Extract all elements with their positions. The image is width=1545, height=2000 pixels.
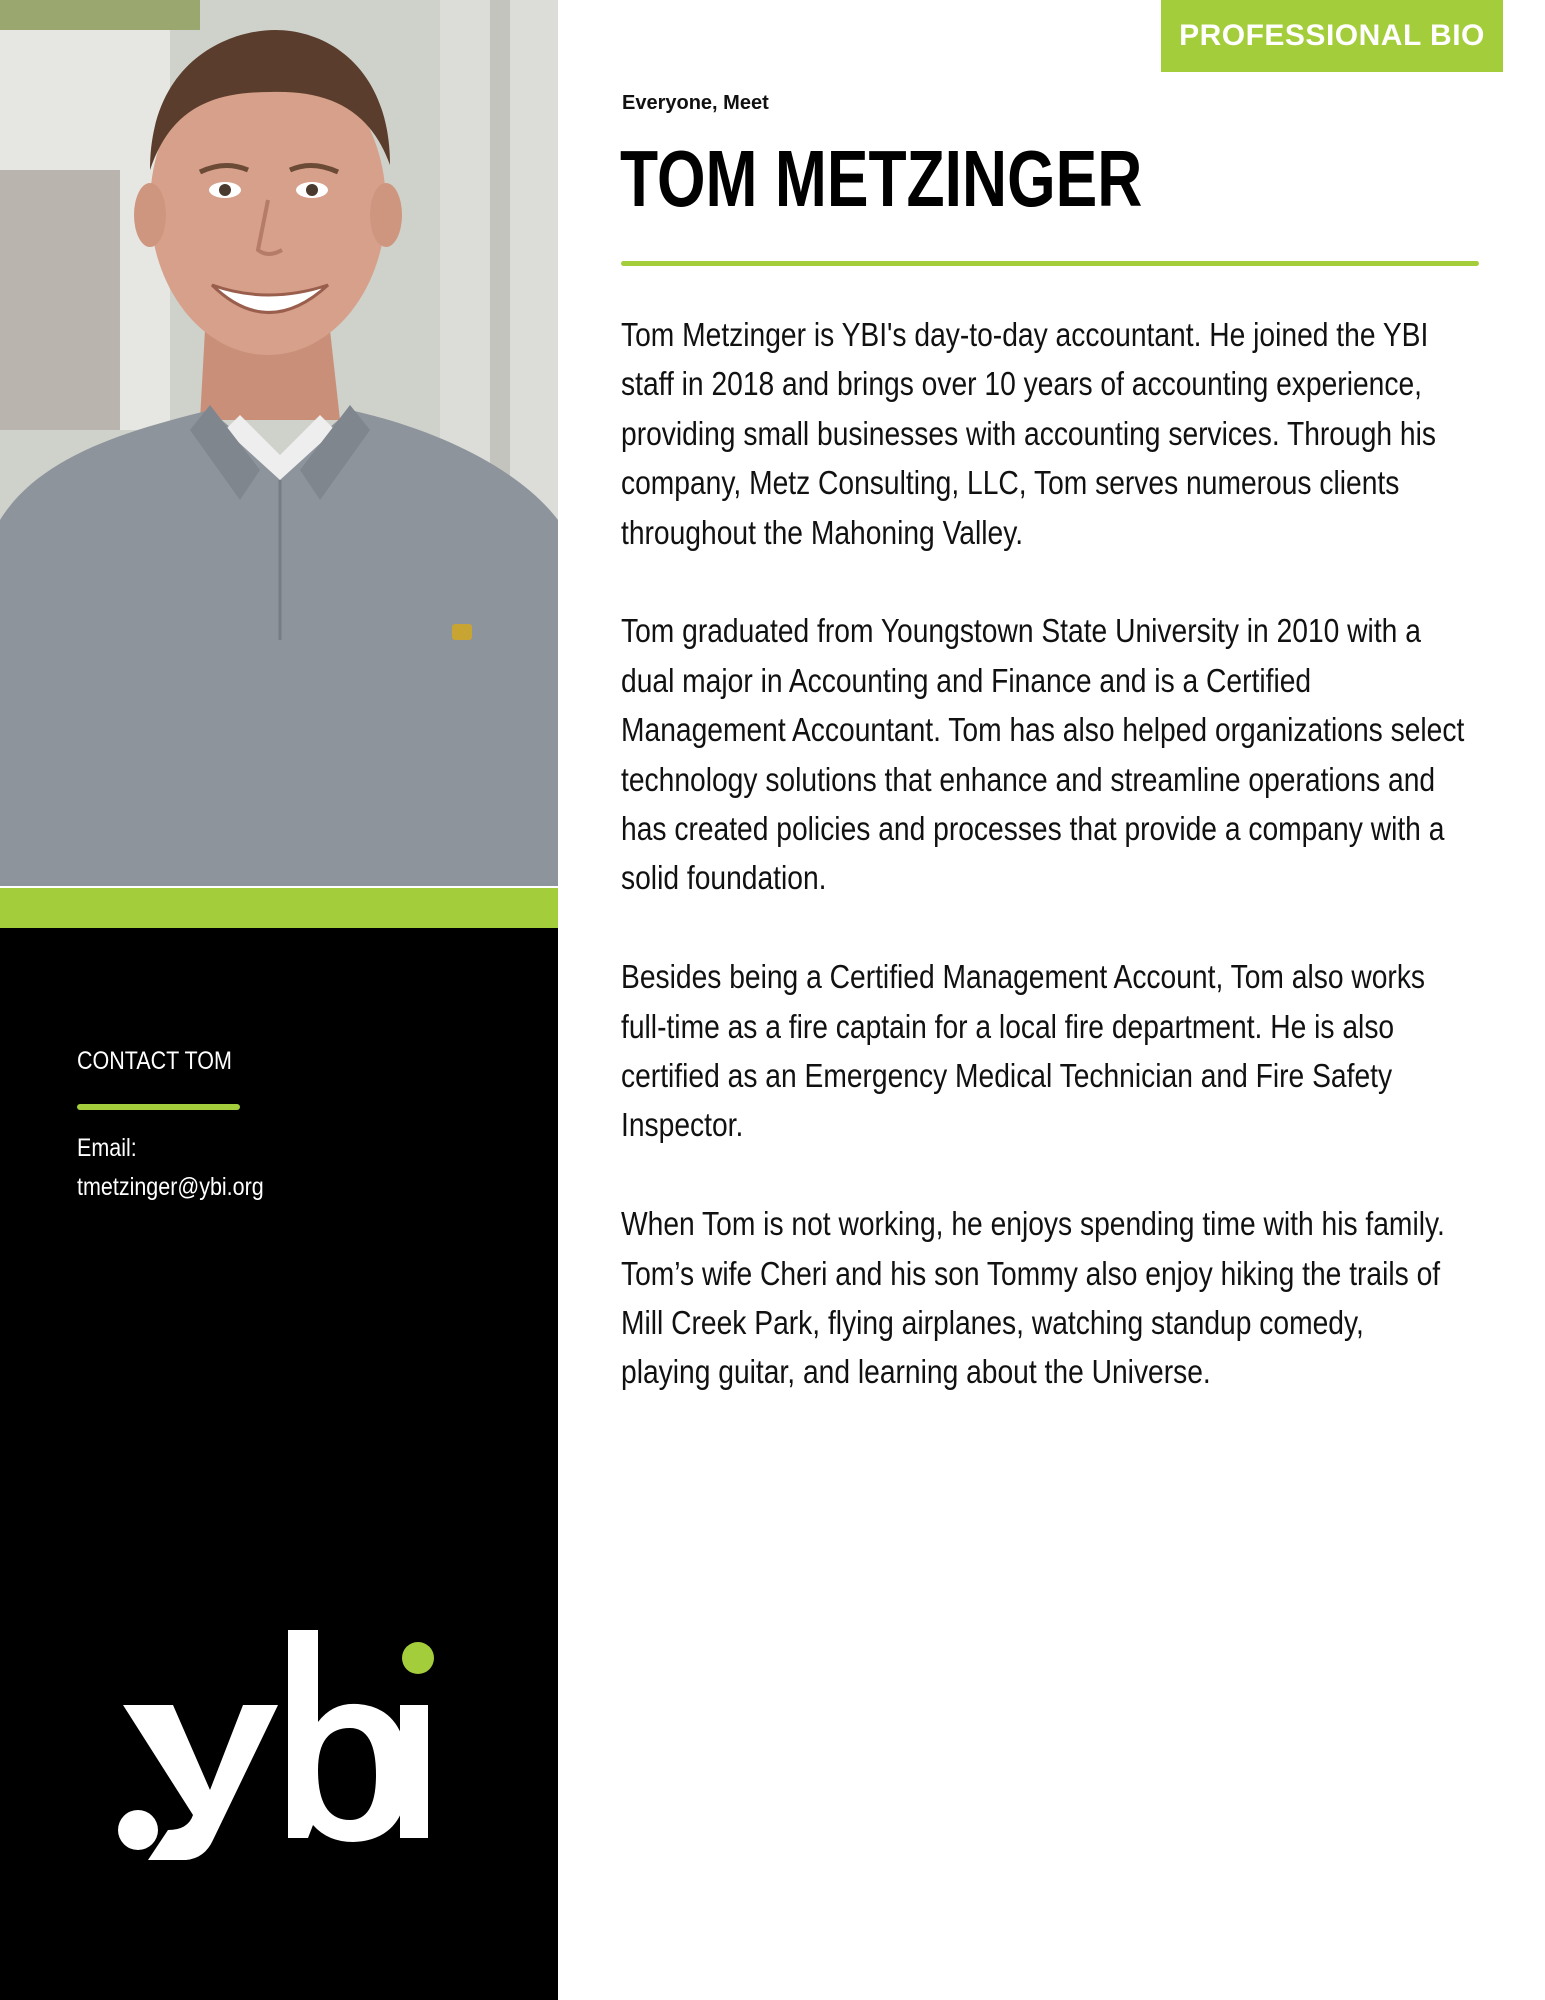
tagline-line-1: Where Grit — [1272, 1842, 1423, 1875]
bio-line: has created policies and processes that provide a company with a — [621, 810, 1445, 848]
email-label: Email: — [77, 1134, 137, 1162]
contact-heading: CONTACT TOM — [77, 1047, 232, 1075]
bio-body — [621, 310, 1476, 1446]
bio-line: Inspector. — [621, 1106, 744, 1144]
bio-line: Tom’s wife Cheri and his son Tommy also enjoy hiking the trails of — [621, 1254, 1441, 1292]
person-name: TOM METZINGER — [620, 134, 1143, 223]
email-address[interactable]: tmetzinger@ybi.org — [77, 1173, 264, 1201]
bio-line: certified as an Emergency Medical Technician and Fire Safety — [621, 1057, 1393, 1095]
tagline-line-2: Meets Growth — [1227, 1876, 1423, 1909]
ybi-logo — [118, 1630, 448, 1860]
contact-divider — [77, 1104, 240, 1110]
bio-paragraph-3 — [621, 952, 1476, 1150]
bio-line: Mill Creek Park, flying airplanes, watching standup comedy, — [621, 1304, 1364, 1342]
eyebrow-text: Everyone, Meet — [622, 92, 769, 114]
bio-line: technology solutions that enhance and streamline operations and — [621, 760, 1436, 798]
bio-paragraph-2 — [621, 606, 1476, 902]
bio-line: playing guitar, and learning about the Universe. — [621, 1353, 1211, 1391]
bio-paragraph-4 — [621, 1199, 1476, 1397]
profile-photo — [0, 0, 558, 886]
bio-line: providing small businesses with accounting services. Through his — [621, 414, 1436, 452]
accent-band — [0, 888, 558, 928]
bio-line: full-time as a fire captain for a local fire department. He is also — [621, 1007, 1395, 1045]
bio-line: Tom graduated from Youngstown State University in 2010 with a — [621, 612, 1421, 650]
professional-bio-badge: PROFESSIONAL BIO — [1161, 0, 1503, 72]
bio-line: Management Accountant. Tom has also helped organizations select — [621, 711, 1465, 749]
portrait-illustration — [0, 0, 558, 886]
name-divider — [621, 261, 1479, 266]
bio-line: Tom Metzinger is YBI's day-to-day accountant. He joined the YBI — [621, 316, 1429, 353]
bio-line: dual major in Accounting and Finance and is a Certified — [621, 661, 1312, 699]
ybi-wordmark — [118, 1630, 448, 1860]
bio-line: company, Metz Consulting, LLC, Tom serves numerous clients — [621, 464, 1400, 502]
bio-paragraph-1 — [621, 310, 1476, 557]
bio-line: solid foundation. — [621, 859, 827, 897]
bio-line: throughout the Mahoning Valley. — [621, 513, 1024, 551]
bio-line: staff in 2018 and brings over 10 years of accounting experience, — [621, 365, 1422, 403]
bio-line: When Tom is not working, he enjoys spending time with his family. — [621, 1205, 1445, 1243]
bio-line: Besides being a Certified Management Account, Tom also works — [621, 958, 1426, 996]
